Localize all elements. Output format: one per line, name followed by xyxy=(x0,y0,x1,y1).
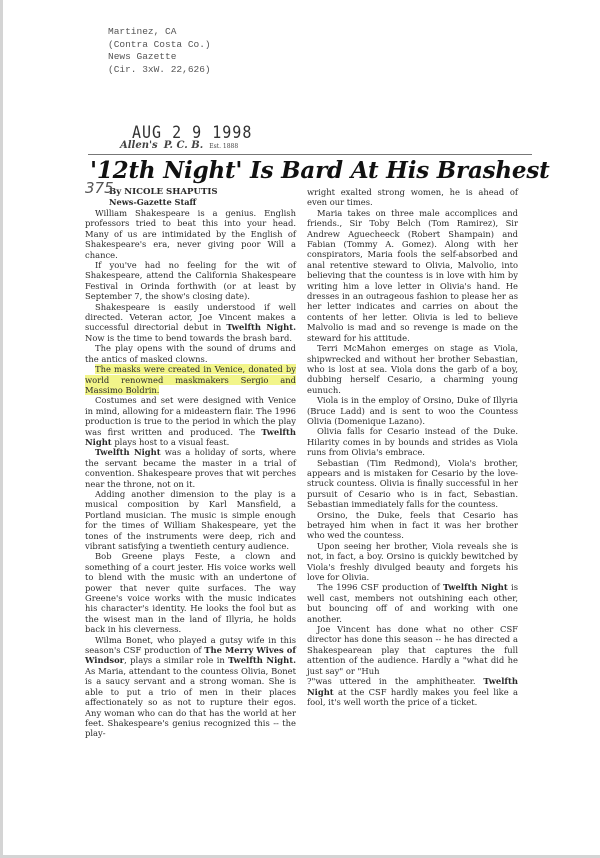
paragraph: Terri McMahon emerges on stage as Viola, shipwrecked and without her brother Sebastian, who is lost at sea. Viola dons the garb of a boy, dubbing herself Cesario, a charming young eunuch. xyxy=(307,343,518,395)
play-title: Twelfth Night xyxy=(95,447,161,458)
paragraph: Shakespeare is easily understood if well directed. Veteran actor, Joe Vincent makes a successful directorial debut in Twelfth Night. Now is the time to bend towards the brash bard. xyxy=(85,301,296,343)
paragraph: ?"was uttered in the amphitheater. Twelfth Night at the CSF hardly makes you feel like a fool, it's well worth the price of a ticket. xyxy=(307,676,518,707)
paragraph: Adding another dimension to the play is a musical composition by Karl Mansfield, a Portland musician. The music is simple enough for the times of William Shakespeare, yet the tones of the instruments were deep, rich and vibrant satisfying a twentieth century audience. xyxy=(85,488,296,551)
highlighter-mark: The masks were created in Venice, donated by world renowned maskmakers Sergio and Massimo Boldrin. xyxy=(85,364,296,395)
paragraph: Upon seeing her brother, Viola reveals she is not, in fact, a boy. Orsino is quickly bewitched by Viola's freshly divulged beauty and forgets his love for Olivia. xyxy=(307,540,518,583)
paragraph: Costumes and set were designed with Venice in mind, allowing for a mideastern flair. The 1996 production is true to the period in which the play was first written and produced. The Twelfth Night plays host to a visual feast. xyxy=(85,395,296,447)
clipping-service-name: Allen's xyxy=(120,140,158,151)
paragraph: Wilma Bonet, who played a gutsy wife in this season's CSF production of The Merry Wives of Windsor, plays a similar role in Twelfth Night. As Maria, attendant to the countess Olivia, Bonet is a saucy servant and a strong woman. She is able to put a trio of men in their places affectionately so as not to rupture their egos. Any woman who can do that has the world at her feet. Shakespeare's genius recognized this -- the play- xyxy=(85,634,297,739)
paragraph: Bob Greene plays Feste, a clown and something of a court jester. His voice works well to blend with the music with an undertone of power that never quite surfaces. The way Greene's voice works with the music indicates his character's identity. He looks the fool but as the wisest man in the land of Illyria, he holds back in his cleverness. xyxy=(85,551,296,635)
paragraph: wright exalted strong women, he is ahead of even our times. xyxy=(307,187,518,208)
clipping-service-est: Est. 1888 xyxy=(209,143,239,150)
handwritten-mark: 375 xyxy=(85,179,114,197)
source-paper-name: News Gazette xyxy=(108,51,177,62)
paragraph: The 1996 CSF production of Twelfth Night is well cast, members not outshining each other, but bouncing off of and working with one another. xyxy=(307,582,519,624)
paragraph: Twelfth Night was a holiday of sorts, where the servant became the master in a trial of convention. Shakespeare proves that wit perches near the throne, not on it. xyxy=(85,447,296,489)
source-circulation: (Cir. 3xW. 22,626) xyxy=(108,63,211,75)
play-title: The Merry Wives of Windsor xyxy=(85,645,296,666)
paragraph: If you've had no feeling for the wit of Shakespeare, attend the California Shakespeare Festival in Orinda forthwith (or at least by September 7, the show's closing date). xyxy=(85,260,296,302)
right-column xyxy=(307,187,518,707)
clipping-service-mark xyxy=(120,140,244,151)
play-title: Twelfth Night xyxy=(85,426,296,447)
source-county: (Contra Costa Co.) xyxy=(108,38,211,50)
byline-block xyxy=(85,179,296,208)
byline-author: By NICOLE SHAPUTIS xyxy=(109,187,218,197)
paragraph: Sebastian (Tim Redmond), Viola's brother, appears and is mistaken for Cesario by the love-struck countess. Olivia is finally successful in her pursuit of Cesario who is in fact, Sebastian. Sebastian immediately falls for the countess. xyxy=(307,457,518,510)
date-stamp: AUG 2 9 1998 xyxy=(132,121,253,143)
header-rule xyxy=(88,154,532,155)
scan-edge-left xyxy=(0,0,3,858)
paragraph: Viola is in the employ of Orsino, Duke of Illyria (Bruce Ladd) and is sent to woo the Countess Olivia (Domenique Lazano). xyxy=(307,395,518,426)
play-title: Twelfth Night. xyxy=(228,655,297,666)
source-publication-block xyxy=(108,26,211,76)
left-column xyxy=(85,179,297,739)
play-title: Twelfth Night xyxy=(443,582,508,593)
paragraph: The play opens with the sound of drums and the antics of masked clowns. xyxy=(85,343,296,364)
highlighted-paragraph xyxy=(85,364,296,395)
paragraph: Maria takes on three male accomplices and friends., Sir Toby Belch (Tom Ramirez), Sir Andrew Aguecheeck (Robert Shampain) and Fabian (Tommy A. Gomez). Along with her conspirators, Maria fools the self-absorbed and anal retentive steward to Olivia, Malvolio, into believing that the countess is in love with him by writing him a love letter in Olivia's hand. He dresses in an outrageous fashion to please her as her letter indicates and carries on about the contents of her letter. Olivia is led to believe Malvolio is mad and so revenge is made on the steward for his attitude. xyxy=(307,207,518,343)
paragraph: William Shakespeare is a genius. English professors tried to beat this into your head. Many of us are intimidated by the English of Shakespeare's era, never giving poor Will a chance. xyxy=(85,208,296,260)
play-title: Twelfth Night xyxy=(307,676,518,697)
byline-staff: News-Gazette Staff xyxy=(109,197,197,207)
play-title: Twelfth Night. xyxy=(226,322,296,333)
paragraph: Joe Vincent has done what no other CSF director has done this season -- he has directed a Shakespearean play that captures the full attention of the audience. Hardly a "what did he just say" or "Huh xyxy=(307,624,518,676)
clipping-service-pcb: P. C. B. xyxy=(163,140,204,151)
paragraph: Orsino, the Duke, feels that Cesario has betrayed him when in fact it was her brother who wed the countess. xyxy=(307,509,518,541)
article-headline: '12th Night' Is Bard At His Brashest xyxy=(90,157,550,184)
source-city: Martinez, CA xyxy=(108,26,177,37)
paragraph: Olivia falls for Cesario instead of the Duke. Hilarity comes in by bounds and strides as Viola runs from Olivia's embrace. xyxy=(307,426,518,458)
